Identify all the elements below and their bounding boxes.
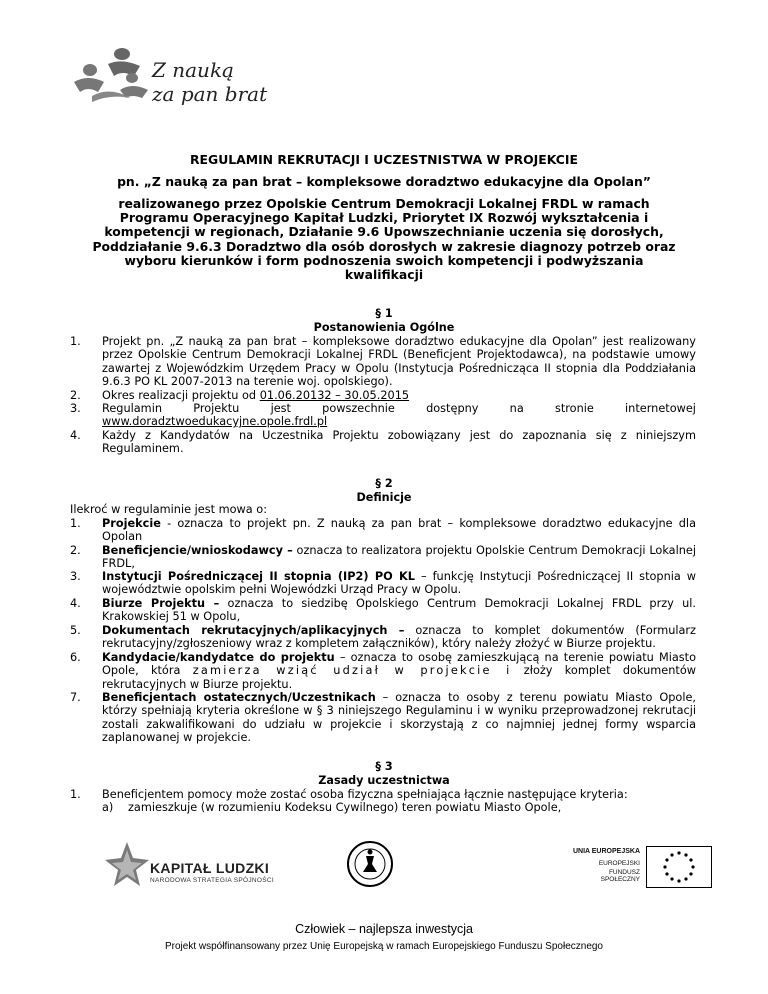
definition-text: oznacza to realizatora projektu Opolskie Centrum Demokracji Lokalnej FRDL, [102, 544, 696, 571]
definition-term: Instytucji Pośredniczącej II stopnia (IP2) PO KL [102, 570, 415, 583]
word: na [509, 402, 524, 415]
definition-text: – funkcję Instytucji Pośredniczącej II stopnia w województwie opolskim pełni Wojewódzki Urząd Pracy w Opolu. [102, 570, 697, 597]
logo-text-line2: za pan brat [152, 82, 268, 106]
description-line: kwalifikacji [344, 267, 424, 283]
definition-text: - oznacza to projekt pn. Z nauką za pan brat – kompleksowe doradztwo edukacyjne dla Opolan [102, 517, 696, 544]
word: internetowej [625, 402, 696, 415]
list-number: 2. [70, 389, 81, 402]
kapital-ludzki-logo [104, 840, 284, 896]
footer-slogan: Człowiek – najlepsza inwestycja [295, 922, 473, 936]
definition-text: złoży komplet dokumentów rekrutacyjnych w Biurze projektu. [102, 664, 696, 691]
list-number: 3. [70, 402, 81, 415]
list-number: 1. [70, 517, 81, 530]
definition-item-2 [102, 544, 696, 571]
section-3-sub-item-a: zamieszkuje (w rozumieniu Kodeksu Cywilnego) teren powiatu Miasto Opole, [128, 801, 562, 814]
people-logo-icon [70, 46, 154, 106]
ocdl-seal [346, 840, 394, 888]
definition-term: Beneficjencie/wnioskodawcy – [102, 544, 293, 557]
description-line: Poddziałanie 9.6.3 Doradztwo dla osób dorosłych w zakresie diagnozy potrzeb oraz [92, 238, 676, 254]
definition-item-1 [102, 517, 696, 544]
list-number: 7. [70, 691, 81, 704]
list-number: 1. [70, 788, 81, 801]
eu-line3: FUNDUSZ SPOŁECZNY [600, 869, 640, 883]
section-1-item-4: Każdy z Kandydatów na Uczestnika Projektu zobowiązany jest do zapoznania się z niniejszym Regulaminem. [102, 429, 696, 456]
website-link[interactable]: www.doradztwoedukacyjne.opole.frdl.pl [102, 415, 328, 429]
section-2-number: § 2 [375, 477, 393, 490]
period-label: Okres realizacji projektu od [102, 389, 260, 402]
definition-item-6 [102, 651, 696, 691]
section-1-number: § 1 [375, 307, 393, 320]
word: powszechnie [322, 402, 395, 415]
list-number: 6. [70, 651, 81, 664]
kl-title: KAPITAŁ LUDZKI [150, 860, 270, 876]
word: dostępny [426, 402, 479, 415]
definition-term: Beneficjentach ostatecznych/Uczestnikach [102, 691, 376, 704]
section-1-title: Postanowienia Ogólne [313, 321, 455, 334]
description-line: Programu Operacyjnego Kapitał Ludzki, Priorytet IX Rozwój wykształcenia i [119, 210, 649, 226]
section-2-intro: Ilekroć w regulaminie jest mowa o: [70, 503, 268, 516]
definition-text-spaced: zamierza wziąć udział w projekcie i [192, 664, 512, 678]
section-1-item-2 [102, 389, 696, 402]
list-number: 2. [70, 544, 81, 557]
project-name: pn. „Z nauką za pan brat – kompleksowe doradztwo edukacyjne dla Opolan” [117, 174, 651, 189]
definition-text: – oznacza to osobę zamieszkującą na terenie powiatu Miasto Opole, która [102, 651, 696, 678]
kl-subtitle: NARODOWA STRATEGIA SPÓJNOŚCI [150, 877, 274, 884]
definition-item-4 [102, 597, 696, 624]
eu-line2: EUROPEJSKI [598, 860, 640, 867]
document-title: REGULAMIN REKRUTACJI I UCZESTNISTWA W PROJEKCIE [190, 152, 578, 167]
description-line: realizowanego przez Opolskie Centrum Demokracji Lokalnej FRDL w ramach [118, 196, 650, 211]
definition-term: Dokumentach rekrutacyjnych/aplikacyjnych – [102, 624, 405, 637]
eu-flag-icon [646, 846, 712, 888]
section-1-item-1: Projekt pn. „Z nauką za pan brat – kompleksowe doradztwo edukacyjne dla Opolan” jest realizowany przez Opolskie Centrum Demokracji Lokalnej FRDL (Beneficjent Projektodawca), na podstawie umowy zawartej z Wojewódzkim Urzędem Pracy w Opolu (Instytucja Pośrednicząca II stopnia dla Poddziałania 9.6.3 PO KL 2007-2013 na terenie woj. opolskiego). [102, 335, 696, 389]
section-3-title: Zasady uczestnictwa [318, 774, 450, 787]
project-period: 01.06.20132 – 30.05.2015 [259, 389, 410, 402]
section-3-number: § 3 [375, 760, 393, 773]
definition-text: oznacza to komplet dokumentów (Formularz rekrutacyjny/zgłoszeniowy wraz z kompletem załączników), który należy złożyć w Biurze projektu. [102, 624, 696, 651]
description-line: kompetencji w regionach, Działanie 9.6 Upowszechnianie uczenia się dorosłych, [104, 224, 664, 240]
logo-text-line1: Z nauką [152, 58, 234, 82]
list-number: 4. [70, 597, 81, 610]
word: stronie [554, 402, 594, 415]
word: Projektu [193, 402, 240, 415]
star-logo-icon [104, 840, 150, 892]
list-number: 1. [70, 335, 81, 348]
definition-item-3 [102, 570, 696, 597]
project-logo [70, 40, 270, 112]
seal-icon [346, 840, 394, 888]
definition-item-5 [102, 624, 696, 651]
definition-term: Biurze Projektu – [102, 597, 220, 610]
description-line: wyboru kierunków i form podnoszenia swoich kompetencji i podwyższania [124, 252, 644, 268]
word: jest [270, 402, 291, 415]
section-2-title: Definicje [356, 491, 412, 504]
eu-logo [568, 846, 718, 892]
definition-item-7 [102, 691, 696, 745]
section-3-item-1: Beneficjentem pomocy może zostać osoba fizyczna spełniająca łącznie następujące kryteria: [102, 788, 628, 801]
list-number: 5. [70, 624, 81, 637]
section-1-item-3 [102, 402, 696, 429]
word: Regulamin [102, 402, 162, 415]
definition-text: oznacza to siedzibę Opolskiego Centrum Demokracji Lokalnej FRDL przy ul. Krakowskiej 51 w Opolu, [102, 597, 696, 624]
definition-text: – oznacza to osoby z terenu powiatu Miasto Opole, którzy spełniają kryteria określone w § 3 niniejszego Regulaminu i w wyniku przeprowadzonej rekrutacji zostali zakwalifikowani do udziału w projekcie i skorzystają z co najmniej jednej formy wsparcia zaplanowanej w projekcie. [102, 691, 697, 745]
eu-title: UNIA EUROPEJSKA [572, 848, 640, 855]
project-description [56, 197, 712, 282]
sub-item-label: a) [102, 801, 114, 814]
list-number: 3. [70, 570, 81, 583]
definition-term: Kandydacie/kandydatce do projektu [102, 651, 335, 664]
list-number: 4. [70, 429, 81, 442]
footer-cofinanced: Projekt współfinansowany przez Unię Europejską w ramach Europejskiego Funduszu Społecznego [164, 941, 603, 952]
definition-term: Projekcie [102, 517, 161, 530]
